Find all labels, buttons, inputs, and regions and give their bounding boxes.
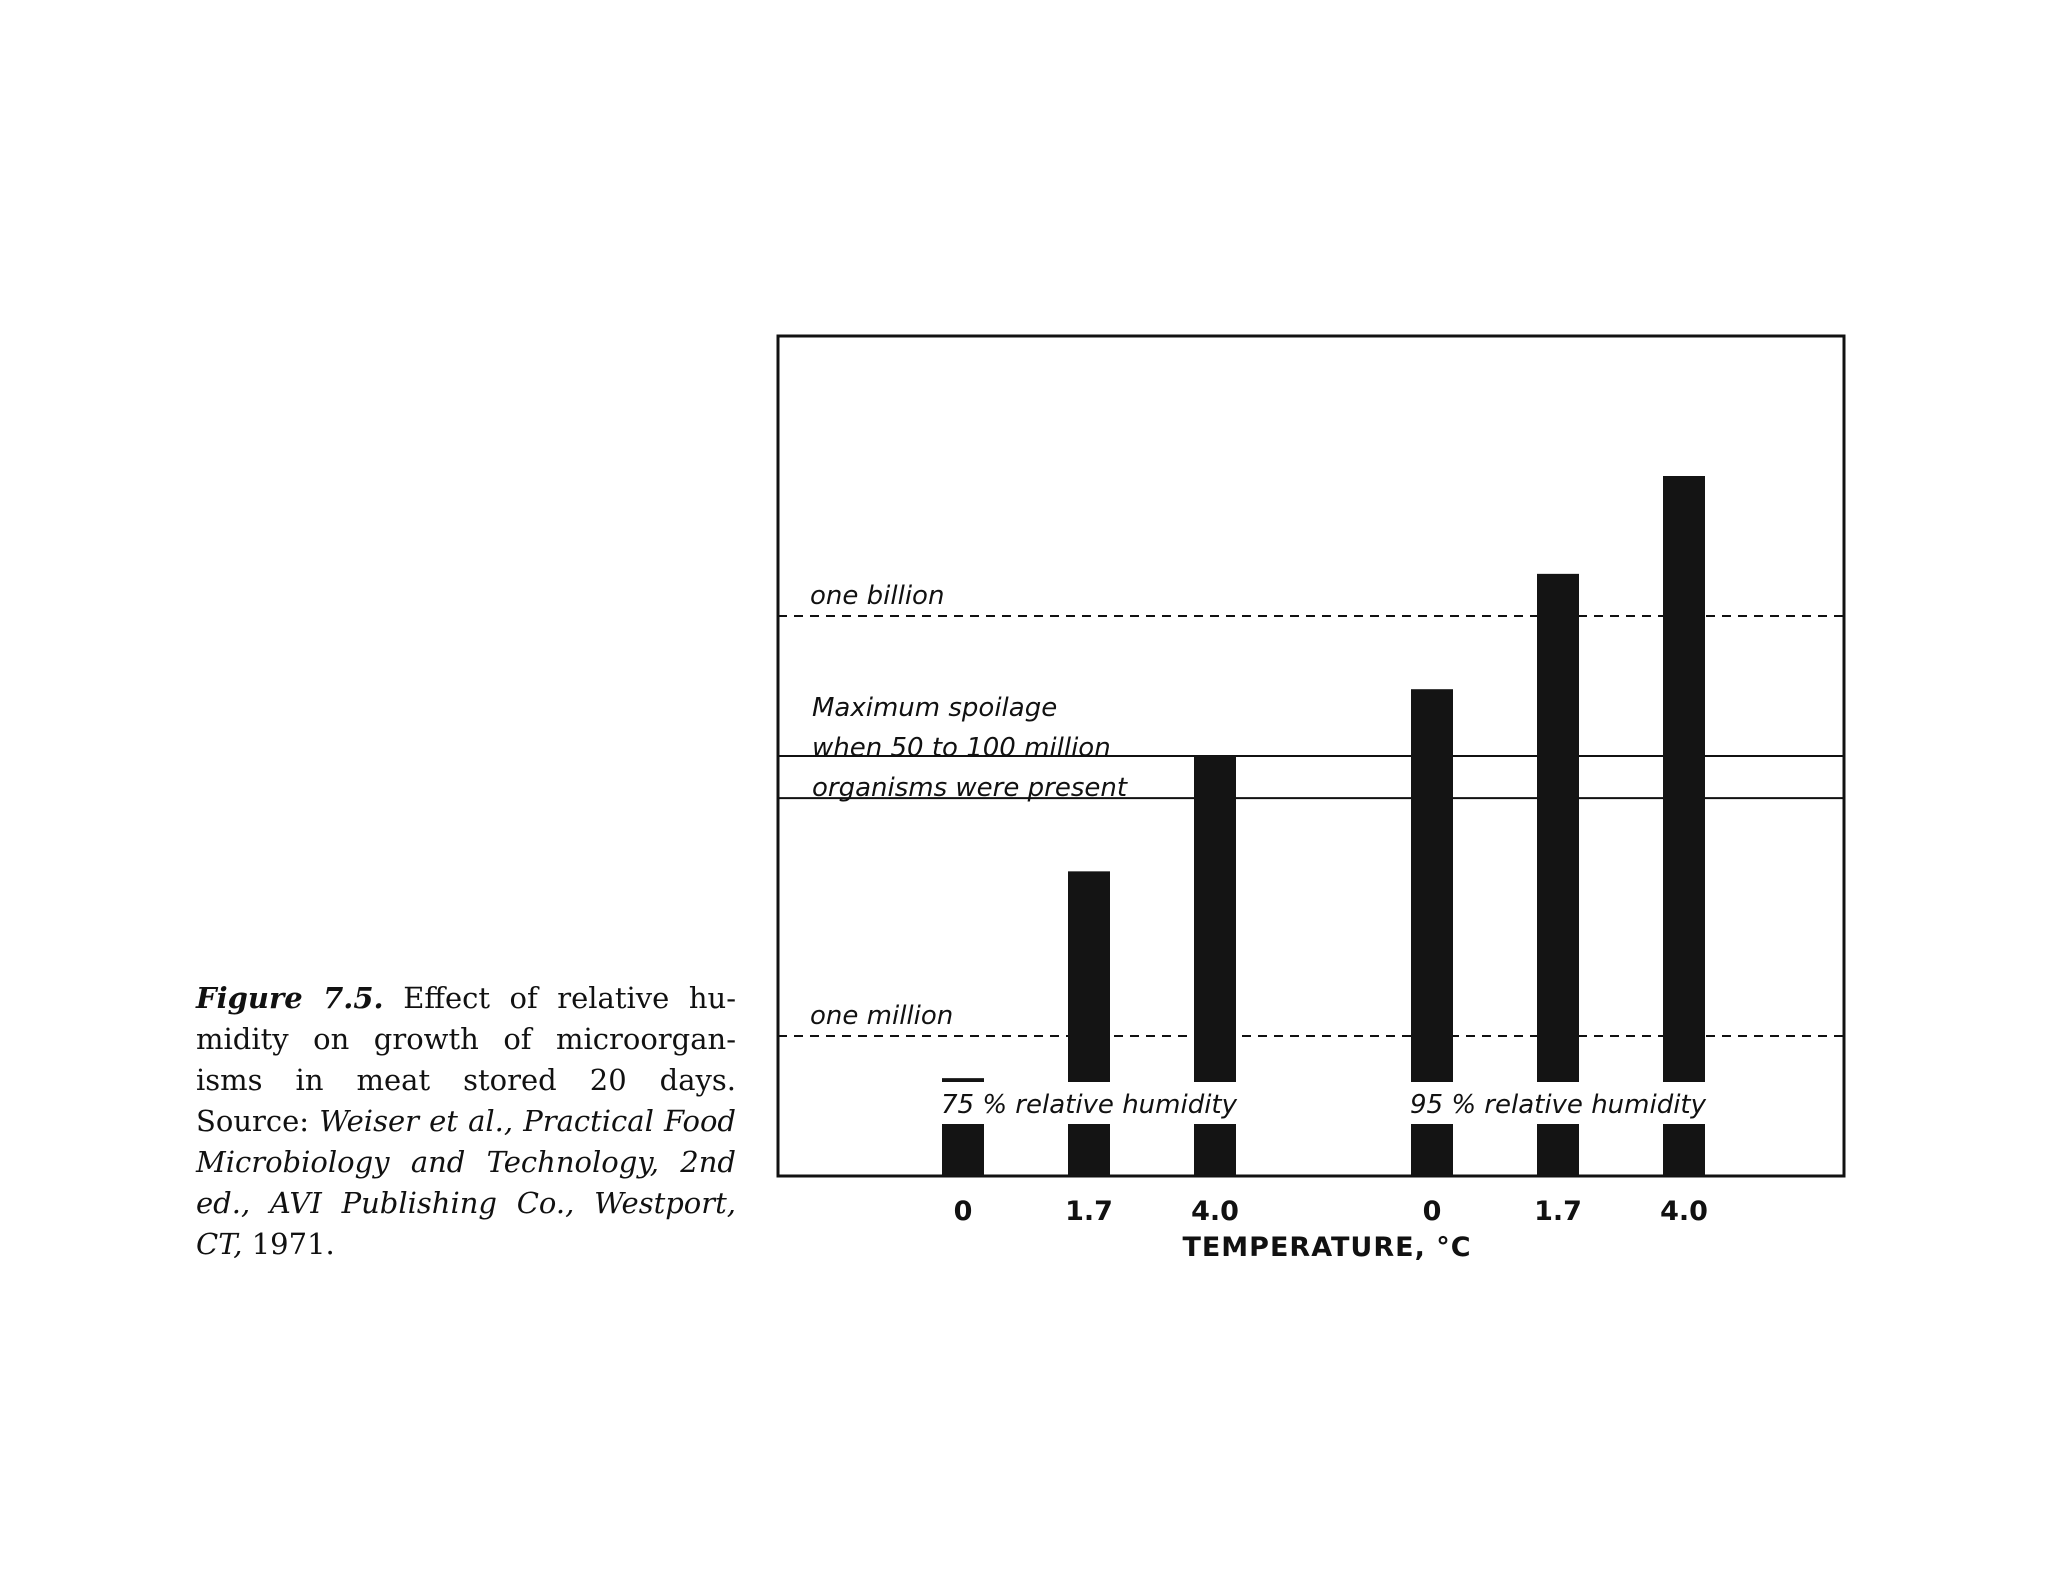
bar xyxy=(1068,871,1110,1176)
band-label-line: when 50 to 100 million xyxy=(812,733,1111,763)
band-label-line: Maximum spoilage xyxy=(812,693,1058,723)
x-tick-label: 0 xyxy=(1422,1196,1442,1227)
x-tick-label: 1.7 xyxy=(1534,1196,1582,1227)
group-label: 95 % relative humidity xyxy=(1409,1090,1707,1120)
spoilage-band-label xyxy=(812,693,1128,803)
caption-text: Effect of relative hu- xyxy=(403,981,737,1015)
caption-line-2: midity on growth of microorgan- xyxy=(196,1022,736,1056)
bars xyxy=(923,476,1724,1176)
source-location: CT, xyxy=(196,1227,243,1261)
reference-label-one-billion: one billion xyxy=(810,581,945,611)
x-tick-label: 0 xyxy=(953,1196,973,1227)
x-tick-label: 4.0 xyxy=(1660,1196,1708,1227)
x-tick-label: 1.7 xyxy=(1065,1196,1113,1227)
reference-label-one-million: one million xyxy=(810,1001,954,1031)
figure-label: Figure 7.5. xyxy=(196,981,384,1015)
source-authors: Weiser et al., Practical Food xyxy=(319,1104,736,1138)
bar xyxy=(1663,476,1705,1176)
x-tick-label: 4.0 xyxy=(1191,1196,1239,1227)
x-axis-title: TEMPERATURE, °C xyxy=(1182,1232,1472,1263)
band-label-line: organisms were present xyxy=(812,773,1128,803)
caption-line-3: isms in meat stored 20 days. xyxy=(196,1063,736,1097)
x-tick-labels xyxy=(954,1196,1708,1227)
caption-line-6: ed., AVI Publishing Co., Westport, xyxy=(196,1186,736,1220)
source-prefix: Source: xyxy=(196,1104,320,1138)
group-labels xyxy=(941,1090,1707,1120)
group-label: 75 % relative humidity xyxy=(940,1090,1238,1120)
source-year: 1971. xyxy=(242,1227,335,1261)
caption-line-5: Microbiology and Technology, 2nd xyxy=(196,1145,736,1179)
